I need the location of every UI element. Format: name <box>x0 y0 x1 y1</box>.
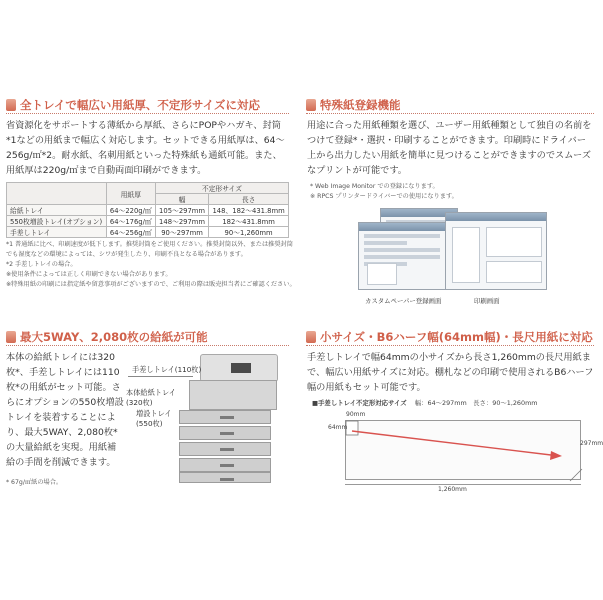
table-row: 550枚増設トレイ(オプション) 64～176g/㎡ 148～297mm 182～431.8mm <box>7 216 289 227</box>
table-header-size: 不定形サイズ <box>155 183 288 194</box>
feed-note: * 67g/㎡紙の場合。 <box>6 479 63 486</box>
dim-line-1260 <box>345 484 581 485</box>
special-body: 用途に合った用紙種類を選び、ユーザー用紙種類として独自の名前をつけて登録*・選択・印刷することができます。印刷時にドライバー上から出力したい用紙を簡単に見つけることができますのでスムーズなプリントが可能です。 <box>307 120 592 176</box>
dim-90: 90mm <box>346 411 366 418</box>
feed-body: 本体の給紙トレイには320枚*、手差しトレイには110枚*の用紙がセット可能。さらにオプションの550枚増設トレイを装着することにより、最大5WAY、2,080枚*の大量給紙を実現。用紙補給の手間を削減できます。 <box>6 352 124 468</box>
dim-1260: 1,260mm <box>438 486 467 493</box>
table-header-length: 長さ <box>209 194 289 205</box>
section-heading-tray: 全トレイで幅広い用紙厚、不定形サイズに対応 <box>6 96 289 114</box>
small-body: 手差しトレイで幅64mmの小サイズから長さ1,260mmの長尺用紙まで、幅広い用紙サイズに対応。棚札などの印刷で使用されるB6ハーフ幅の用紙もセット可能です。 <box>307 352 594 393</box>
heading-marker-icon <box>306 99 316 111</box>
dim-64: 64mm <box>328 424 348 431</box>
diagram-title: ■手差しトレイ不定形対応サイズ 幅：64～297mm 長さ：90～1,260mm <box>312 399 538 407</box>
table-row: 手差しトレイ 64～256g/㎡ 90～297mm 90～1,260mm <box>7 227 289 238</box>
caption-print-screen: 印刷画面 <box>474 297 500 305</box>
table-header-weight: 用紙厚 <box>106 183 155 205</box>
paper-spec-table <box>6 182 289 238</box>
table-header-blank <box>7 183 107 205</box>
tray-notes: *1 普通紙に比べ、印刷速度が低下します。推奨封筒をご使用ください。推奨封筒以外、または推奨封筒でも湿度などの環境によっては、シワが発生したり、印刷不良となる場合があります。 *2 手差しトレイの場合。 ※使用条件によっては正しく印刷できない場合があります。 ※特殊用紙の印刷には指定紙や留意事項がございますので、ご利用の際は販売担当者にご確認ください。 <box>6 241 296 288</box>
dim-297: 297mm <box>580 440 603 447</box>
tray-body: 省資源化をサポートする薄紙から厚紙、さらにPOPやハガキ、封筒*1などの用紙まで幅広く対応します。セットできる用紙厚は、64～256g/㎡*2。耐水紙、名刺用紙といった特殊紙も通紙可能。また、用紙厚は220g/㎡まで自動両面印刷ができます。 <box>6 120 285 176</box>
leader-line <box>128 376 193 377</box>
heading-marker-icon <box>6 99 16 111</box>
caption-custom-paper: カスタムペーパー登録画面 <box>365 297 442 305</box>
label-main-tray: 本体給紙トレイ(320枚) <box>126 388 176 407</box>
special-notes: * Web Image Monitor での登録になります。 ※ RPCS プリンタードライバーでの使用になります。 <box>310 183 458 200</box>
section-heading-feed: 最大5WAY、2,080枚の給紙が可能 <box>6 328 289 346</box>
table-header-width: 幅 <box>155 194 208 205</box>
custom-paper-screen-detail <box>358 222 446 290</box>
print-screen <box>445 212 547 290</box>
heading-marker-icon <box>306 331 316 343</box>
section-heading-small: 小サイズ・B6ハーフ幅(64mm幅)・長尺用紙に対応 <box>306 328 594 346</box>
paper-size-diagram <box>345 420 581 480</box>
size-arrow-graphic <box>346 421 582 481</box>
label-manual-tray: 手差しトレイ(110枚) <box>132 365 202 374</box>
heading-marker-icon <box>6 331 16 343</box>
label-extra-tray: 増設トレイ(550枚) <box>136 409 172 428</box>
section-heading-special: 特殊紙登録機能 <box>306 96 594 114</box>
table-row: 給紙トレイ 64～220g/㎡ 105～297mm 148、182～431.8mm <box>7 205 289 216</box>
